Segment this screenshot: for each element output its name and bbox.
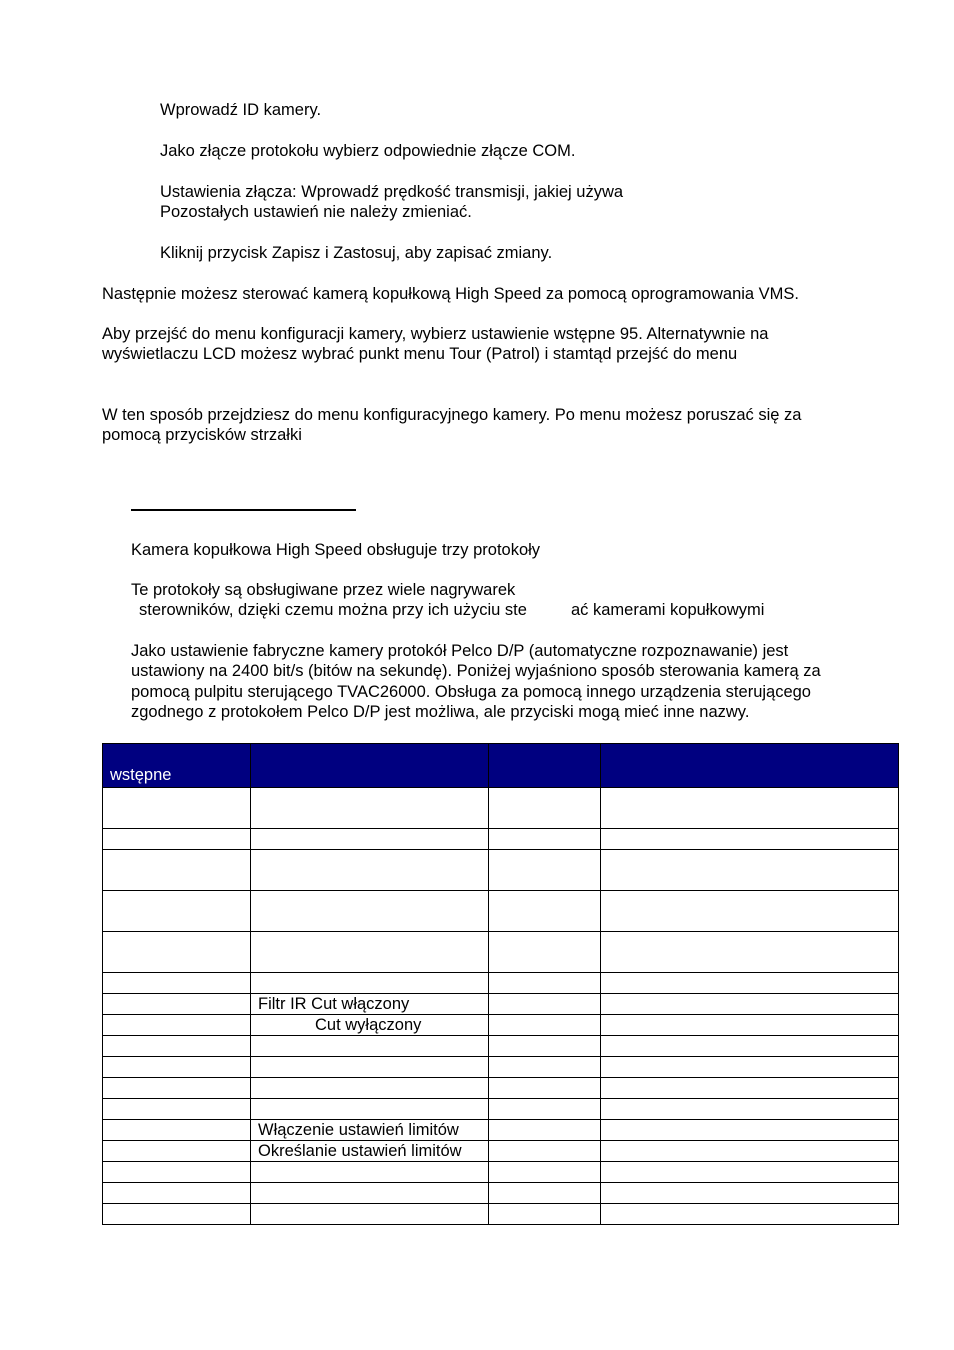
table-row [103, 1204, 899, 1225]
table-header-row [103, 744, 899, 788]
header-cell-key [489, 744, 601, 788]
table-row [103, 1099, 899, 1120]
ir-cut-on-cell: Filtr IR Cut włączony [251, 994, 489, 1015]
section-recorders-line2b: ać kamerami kopułkowymi [571, 601, 765, 619]
table-row [103, 1183, 899, 1204]
step-other-settings: Pozostałych ustawień nie należy zmieniać. [160, 203, 472, 221]
header-cell-preset: wstępne [103, 744, 251, 788]
table-row [103, 1036, 899, 1057]
step-com-port: Jako złącze protokołu wybierz odpowiednie złącze COM. [160, 142, 576, 160]
section-recorders-line2a: sterowników, dzięki czemu można przy ich użyciu ste [139, 601, 527, 619]
step-enter-camera-id: Wprowadź ID kamery. [160, 101, 322, 119]
section-factory-line2: ustawiony na 2400 bit/s (bitów na sekundę). Poniżej wyjaśniono sposób sterowania kamerą za [131, 662, 821, 680]
table-row [103, 788, 899, 829]
header-cell-function [251, 744, 489, 788]
preset-command-table [102, 743, 899, 1225]
section-recorders-line1: Te protokoły są obsługiwane przez wiele nagrywarek [131, 581, 516, 599]
table-row [103, 973, 899, 994]
section-heading-underline [131, 509, 356, 511]
step-save-apply: Kliknij przycisk Zapisz i Zastosuj, aby zapisać zmiany. [160, 244, 553, 262]
table-row [103, 932, 899, 973]
step-baud-rate: Ustawienia złącza: Wprowadź prędkość transmisji, jakiej używa [160, 183, 624, 201]
table-row [103, 850, 899, 891]
table-row [103, 1120, 899, 1141]
table-row [103, 1015, 899, 1036]
ir-cut-off-cell: Cut wyłączony [251, 1015, 489, 1036]
section-protocols: Kamera kopułkowa High Speed obsługuje trzy protokoły [131, 541, 541, 559]
section-factory-line1: Jako ustawienie fabryczne kamery protokół Pelco D/P (automatyczne rozpoznawanie) jest [131, 642, 789, 660]
table-row [103, 1057, 899, 1078]
paragraph-menu-line2: wyświetlaczu LCD możesz wybrać punkt menu Tour (Patrol) i stamtąd przejść do menu [102, 345, 738, 363]
table-row [103, 1141, 899, 1162]
table-row [103, 994, 899, 1015]
header-cell-description [601, 744, 899, 788]
limit-define-cell: Określanie ustawień limitów [251, 1141, 489, 1162]
section-factory-line3: pomocą pulpitu sterującego TVAC26000. Obsługa za pomocą innego urządzenia sterującego [131, 683, 811, 701]
paragraph-vms: Następnie możesz sterować kamerą kopułkową High Speed za pomocą oprogramowania VMS. [102, 285, 800, 303]
limit-enable-cell: Włączenie ustawień limitów [251, 1120, 489, 1141]
table-row [103, 1078, 899, 1099]
paragraph-navigation-line2: pomocą przycisków strzałki [102, 426, 302, 444]
section-factory-line4: zgodnego z protokołem Pelco D/P jest możliwa, ale przyciski mogą mieć inne nazwy. [131, 703, 750, 721]
table-row [103, 891, 899, 932]
paragraph-navigation-line1: W ten sposób przejdziesz do menu konfiguracyjnego kamery. Po menu możesz poruszać się za [102, 406, 802, 424]
table-row [103, 1162, 899, 1183]
paragraph-menu-line1: Aby przejść do menu konfiguracji kamery, wybierz ustawienie wstępne 95. Alternatywnie na [102, 325, 769, 343]
table-row [103, 829, 899, 850]
